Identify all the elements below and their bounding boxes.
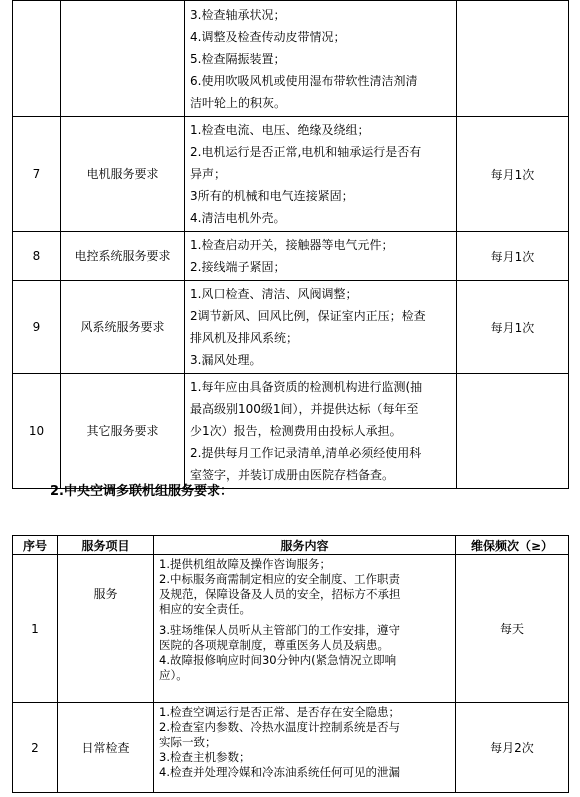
service-content bbox=[185, 232, 457, 281]
content-line: 2.电机运行是否正常,电机和轴承运行是否有 bbox=[190, 145, 422, 159]
row-number: 2 bbox=[13, 703, 58, 793]
table-header-row bbox=[13, 536, 569, 555]
service-item: 日常检查 bbox=[58, 703, 154, 793]
content-line: 4.故障报修响应时间30分钟内(紧急情况立即响 bbox=[159, 653, 397, 667]
content-line: 2.接线端子紧固； bbox=[190, 260, 286, 274]
service-item: 电机服务要求 bbox=[61, 117, 185, 232]
content-line: 最高级别100级1间），并提供达标（每年至 bbox=[190, 402, 419, 416]
row-number: 9 bbox=[13, 281, 61, 374]
service-item-label: 服务 bbox=[93, 587, 118, 601]
frequency: 每月1次 bbox=[457, 117, 569, 232]
service-content bbox=[185, 281, 457, 374]
service-item: 电控系统服务要求 bbox=[61, 232, 185, 281]
content-line: 2.检查室内参数、冷热水温度计控制系统是否与 bbox=[159, 720, 400, 734]
header-content: 服务内容 bbox=[154, 536, 456, 555]
service-item: 其它服务要求 bbox=[61, 374, 185, 489]
frequency: 每月2次 bbox=[456, 703, 569, 793]
content-line: 3.漏风处理。 bbox=[190, 353, 262, 367]
header-frequency: 维保频次（≥） bbox=[456, 536, 569, 555]
table-row bbox=[13, 1, 569, 117]
content-line: 及规范，保障设备及人员的安全，招标方不承担 bbox=[159, 587, 401, 601]
maintenance-table-1 bbox=[12, 0, 569, 489]
table-row bbox=[13, 555, 569, 703]
row-number: 10 bbox=[13, 374, 61, 489]
frequency: 每天 bbox=[456, 555, 569, 703]
content-line: 2调节新风、回风比例，保证室内正压；检查 bbox=[190, 309, 426, 323]
content-line: 1.提供机组故障及操作咨询服务； bbox=[159, 557, 331, 571]
service-item bbox=[58, 555, 154, 703]
content-line: 5.检查隔振装置； bbox=[190, 51, 286, 66]
content-line: 异声； bbox=[190, 167, 227, 181]
table-row bbox=[13, 703, 569, 793]
service-content bbox=[154, 703, 456, 793]
content-line: 排风机及排风系统； bbox=[190, 331, 299, 345]
frequency: 每月1次 bbox=[457, 232, 569, 281]
content-line: 洁叶轮上的积灰。 bbox=[190, 95, 287, 110]
table-row bbox=[13, 281, 569, 374]
row-number: 1 bbox=[13, 555, 58, 703]
service-content bbox=[185, 117, 457, 232]
table-row bbox=[13, 117, 569, 232]
content-line: 3.检查轴承状况； bbox=[190, 7, 286, 22]
maintenance-table-2 bbox=[12, 535, 569, 793]
content-line: 应）。 bbox=[159, 668, 188, 682]
content-line: 4.调整及检查传动皮带情况； bbox=[190, 29, 346, 44]
table-row bbox=[13, 232, 569, 281]
service-item: 风系统服务要求 bbox=[61, 281, 185, 374]
content-line: 4.检查并处理冷媒和冷冻油系统任何可见的泄漏 bbox=[159, 765, 400, 779]
content-line: 实际一致； bbox=[159, 735, 217, 749]
frequency bbox=[457, 1, 569, 117]
content-line: 医院的各项规章制度，尊重医务人员及病患。 bbox=[159, 638, 389, 652]
section-heading: 2.中央空调多联机组服务要求： bbox=[50, 484, 233, 499]
content-line: 少1次）报告，检测费用由投标人承担。 bbox=[190, 424, 402, 438]
content-line: 2.提供每月工作记录清单,清单必须经使用科 bbox=[190, 446, 422, 460]
table-row bbox=[13, 374, 569, 489]
service-content bbox=[154, 555, 456, 703]
content-line: 1.每年应由具备资质的检测机构进行监测(抽 bbox=[190, 380, 423, 394]
content-line: 1.检查启动开关，接触器等电气元件； bbox=[190, 238, 394, 252]
content-line: 3所有的机械和电气连接紧固； bbox=[190, 189, 354, 203]
service-content bbox=[185, 1, 457, 117]
content-line: 3.驻场维保人员听从主管部门的工作安排，遵守 bbox=[159, 623, 400, 637]
content-line: 2.中标服务商需制定相应的安全制度、工作职责 bbox=[159, 572, 400, 586]
content-line: 1.检查电流、电压、绝缘及绕组； bbox=[190, 123, 370, 137]
row-number: 7 bbox=[13, 117, 61, 232]
header-number: 序号 bbox=[13, 536, 58, 555]
service-content bbox=[185, 374, 457, 489]
content-line: 1.检查空调运行是否正常、是否存在安全隐患； bbox=[159, 705, 400, 719]
content-line: 1.风口检查、清洁、风阀调整； bbox=[190, 287, 358, 301]
content-line: 相应的安全责任。 bbox=[159, 602, 251, 616]
service-item bbox=[61, 1, 185, 117]
frequency bbox=[457, 374, 569, 489]
frequency: 每月1次 bbox=[457, 281, 569, 374]
content-line: 6.使用吹吸风机或使用湿布带软性清洁剂清 bbox=[190, 73, 418, 88]
content-line: 4.清洁电机外壳。 bbox=[190, 211, 286, 225]
row-number bbox=[13, 1, 61, 117]
content-line: 3.检查主机参数； bbox=[159, 750, 251, 764]
content-line: 室签字，并装订成册由医院存档备查。 bbox=[190, 468, 395, 482]
row-number: 8 bbox=[13, 232, 61, 281]
header-item: 服务项目 bbox=[58, 536, 154, 555]
